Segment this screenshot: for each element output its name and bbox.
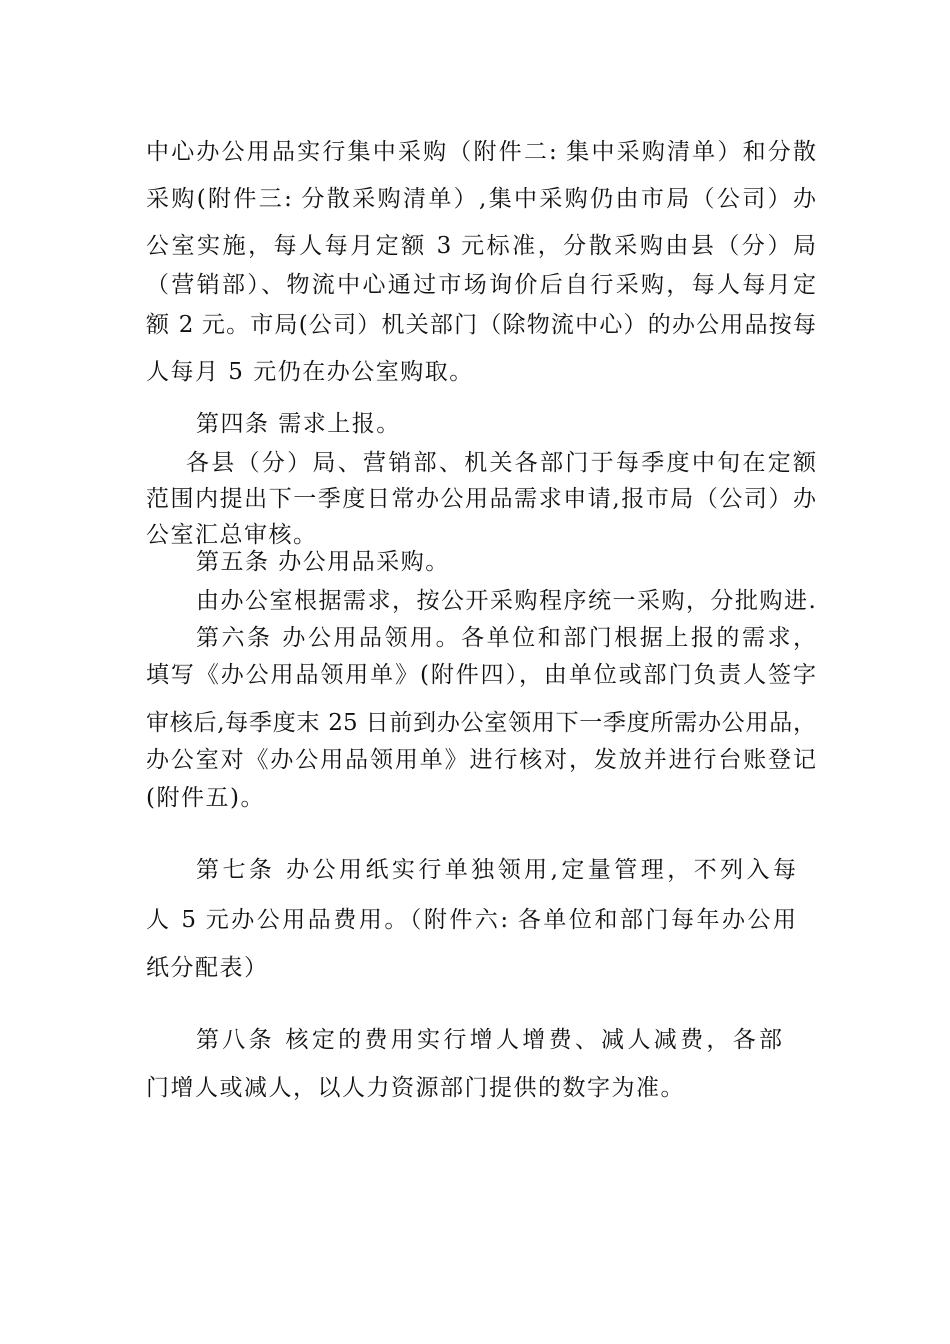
body-text-line: 采购(附件三: 分散采购清单）,集中采购仍由市局（公司）办 [146, 186, 816, 212]
body-text-line: 人每月 5 元仍在办公室购取。 [146, 359, 474, 385]
body-text-line: 门增人或减人，以人力资源部门提供的数字为准。 [146, 1075, 685, 1101]
body-text-line: 范围内提出下一季度日常办公用品需求申请,报市局（公司）办 [146, 486, 816, 512]
body-text-line: 公室汇总审核。 [146, 522, 318, 548]
body-text-line: 额 2 元。市局(公司）机关部门（除物流中心）的办公用品按每 [146, 312, 816, 338]
article-5-heading: 第五条 办公用品采购。 [196, 549, 450, 575]
body-text-line: 由办公室根据需求，按公开采购程序统一采购，分批购进. [196, 588, 818, 614]
body-text-line: 中心办公用品实行集中采购（附件二: 集中采购清单）和分散 [146, 139, 816, 165]
body-text-line: 填写《办公用品领用单》(附件四），由单位或部门负责人签字 [146, 662, 816, 688]
body-text-line: 审核后,每季度末 25 日前到办公室领用下一季度所需办公用品， [146, 710, 816, 736]
body-text-line: 人 5 元办公用品费用。（附件六: 各单位和部门每年办公用 [146, 907, 796, 933]
body-text-line: 纸分配表） [146, 955, 269, 981]
article-7-text-line: 第七条 办公用纸实行单独领用,定量管理，不列入每 [196, 857, 796, 883]
body-text-line: (附件五)。 [146, 785, 265, 811]
body-text-line: 公室实施，每人每月定额 3 元标准，分散采购由县（分）局 [146, 233, 816, 259]
body-text-line: （营销部）、物流中心通过市场询价后自行采购，每人每月定 [146, 272, 816, 298]
article-4-heading: 第四条 需求上报。 [196, 411, 401, 437]
article-6-text-line: 第六条 办公用品领用。各单位和部门根据上报的需求， [196, 625, 816, 651]
article-8-text-line: 第八条 核定的费用实行增人增费、减人减费，各部 [196, 1027, 782, 1053]
body-text-line: 各县（分）局、营销部、机关各部门于每季度中旬在定额 [186, 450, 816, 476]
body-text-line: 办公室对《办公用品领用单》进行核对，发放并进行台账登记 [146, 747, 816, 773]
